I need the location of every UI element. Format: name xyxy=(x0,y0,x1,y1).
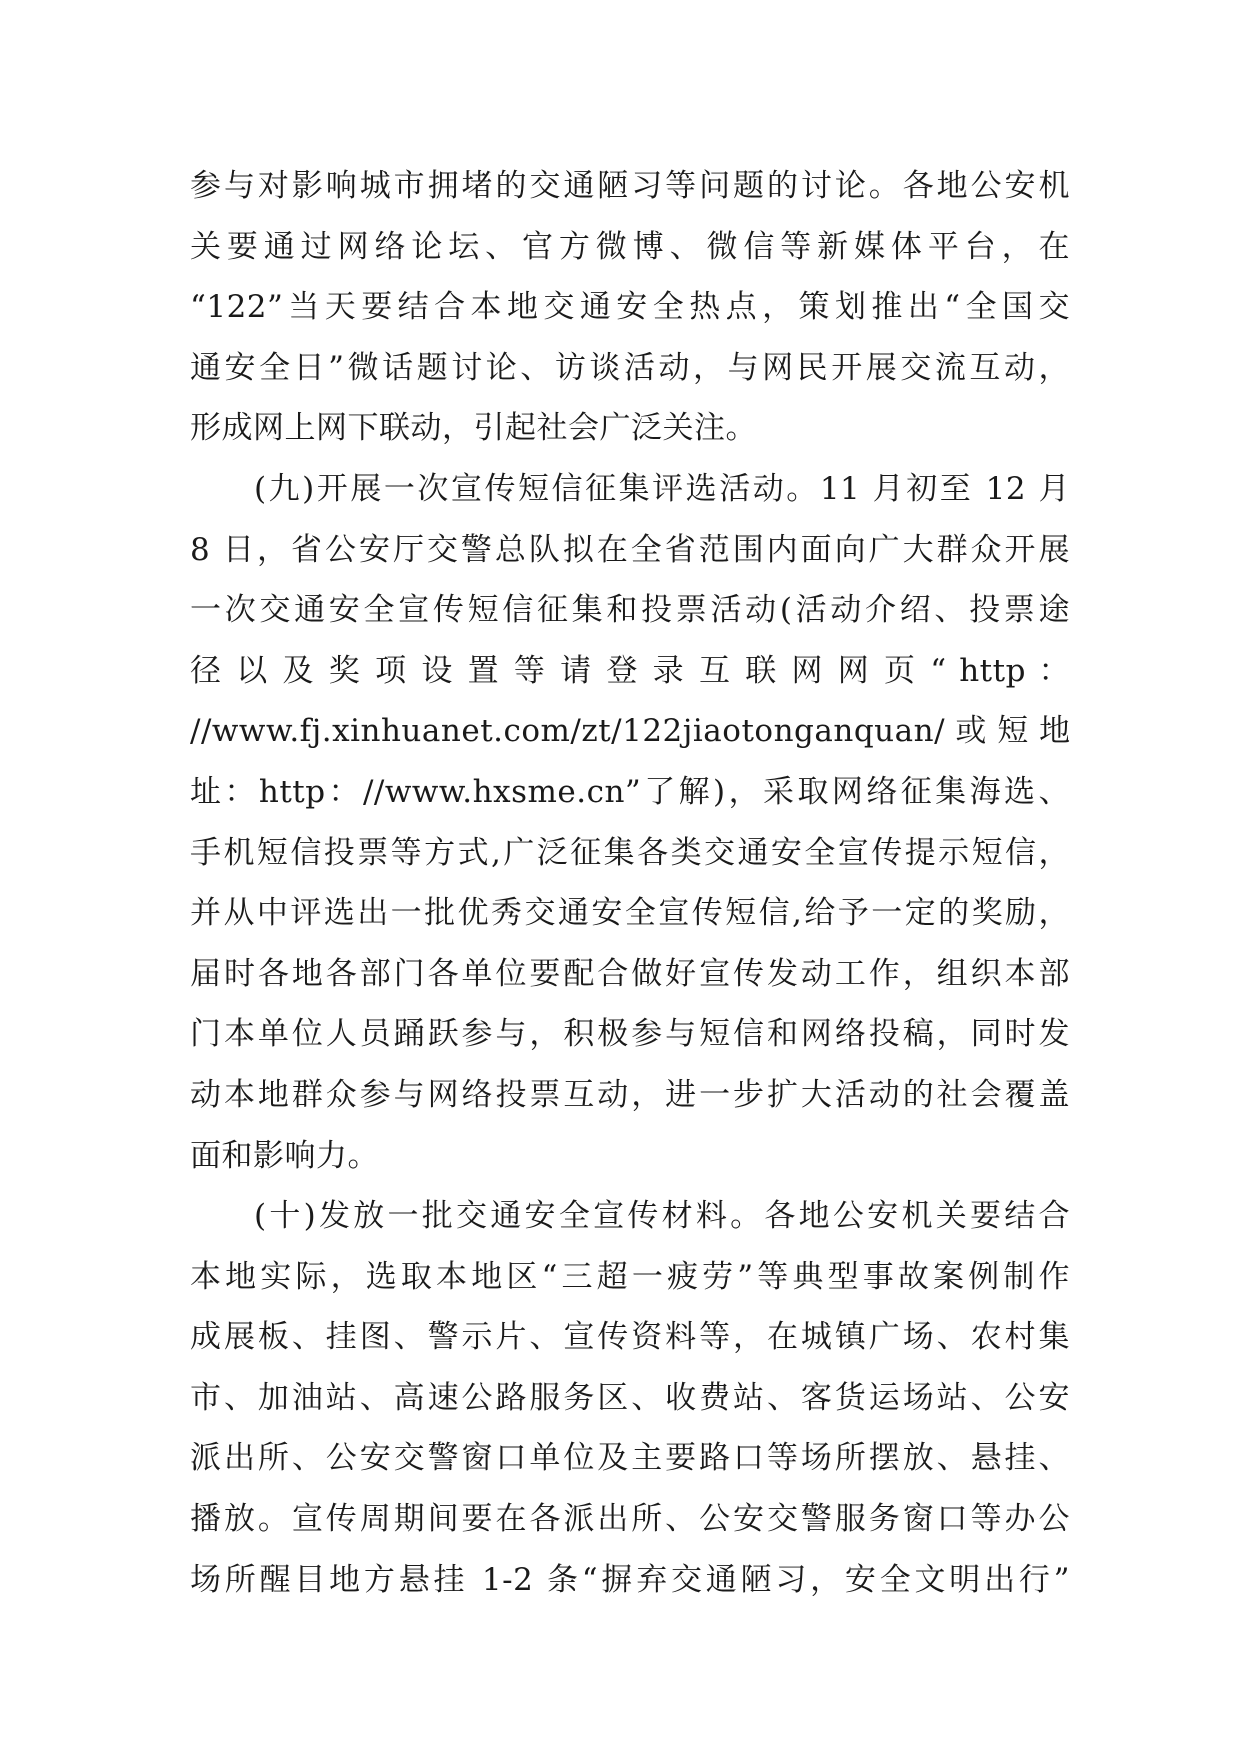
text-line: 一次交通安全宣传短信征集和投票活动(活动介绍、投票途 xyxy=(190,592,1070,629)
text-line: 届时各地各部门各单位要配合做好宣传发动工作，组织本部 xyxy=(190,955,1070,992)
text-line: 播放。宣传周期间要在各派出所、公安交警服务窗口等办公 xyxy=(190,1501,1070,1538)
text-line: 手机短信投票等方式,广泛征集各类交通安全宣传提示短信， xyxy=(190,834,1070,871)
text-line: 关要通过网络论坛、官方微博、微信等新媒体平台，在 xyxy=(190,228,1070,265)
document-body xyxy=(190,156,1070,1610)
text-line: 动本地群众参与网络投票互动，进一步扩大活动的社会覆盖 xyxy=(190,1076,1070,1113)
paragraph-first-line: (九)开展一次宣传短信征集评选活动。11 月初至 12 月 xyxy=(254,470,1070,507)
text-line: 场所醒目地方悬挂 1-2 条“摒弃交通陋习，安全文明出行” xyxy=(190,1561,1070,1598)
text-line: 面和影响力。 xyxy=(190,1137,379,1174)
text-line: 市、加油站、高速公路服务区、收费站、客货运场站、公安 xyxy=(190,1379,1070,1416)
text-line: //www.fj.xinhuanet.com/zt/122jiaotonganquan/ 或 短 地 xyxy=(190,713,1071,750)
text-line: 通安全日”微话题讨论、访谈活动，与网民开展交流互动， xyxy=(190,349,1070,386)
text-line: 址：http：//www.hxsme.cn”了解)，采取网络征集海选、 xyxy=(190,773,1070,810)
text-line: 并从中评选出一批优秀交通安全宣传短信,给予一定的奖励， xyxy=(190,895,1070,932)
text-line: 8 日，省公安厅交警总队拟在全省范围内面向广大群众开展 xyxy=(190,531,1070,568)
text-line: 本地实际，选取本地区“三超一疲劳”等典型事故案例制作 xyxy=(190,1258,1070,1295)
paragraph-first-line: (十)发放一批交通安全宣传材料。各地公安机关要结合 xyxy=(254,1198,1070,1235)
text-line: 径 以 及 奖 项 设 置 等 请 登 录 互 联 网 网 页 “ http ： xyxy=(190,652,1070,689)
text-line: 成展板、挂图、警示片、宣传资料等，在城镇广场、农村集 xyxy=(190,1319,1070,1356)
text-line: 形成网上网下联动，引起社会广泛关注。 xyxy=(190,410,757,447)
text-line: “122”当天要结合本地交通安全热点，策划推出“全国交 xyxy=(190,289,1070,326)
text-line: 门本单位人员踊跃参与，积极参与短信和网络投稿，同时发 xyxy=(190,1016,1070,1053)
text-line: 参与对影响城市拥堵的交通陋习等问题的讨论。各地公安机 xyxy=(190,168,1070,204)
text-line: 派出所、公安交警窗口单位及主要路口等场所摆放、悬挂、 xyxy=(190,1440,1070,1477)
